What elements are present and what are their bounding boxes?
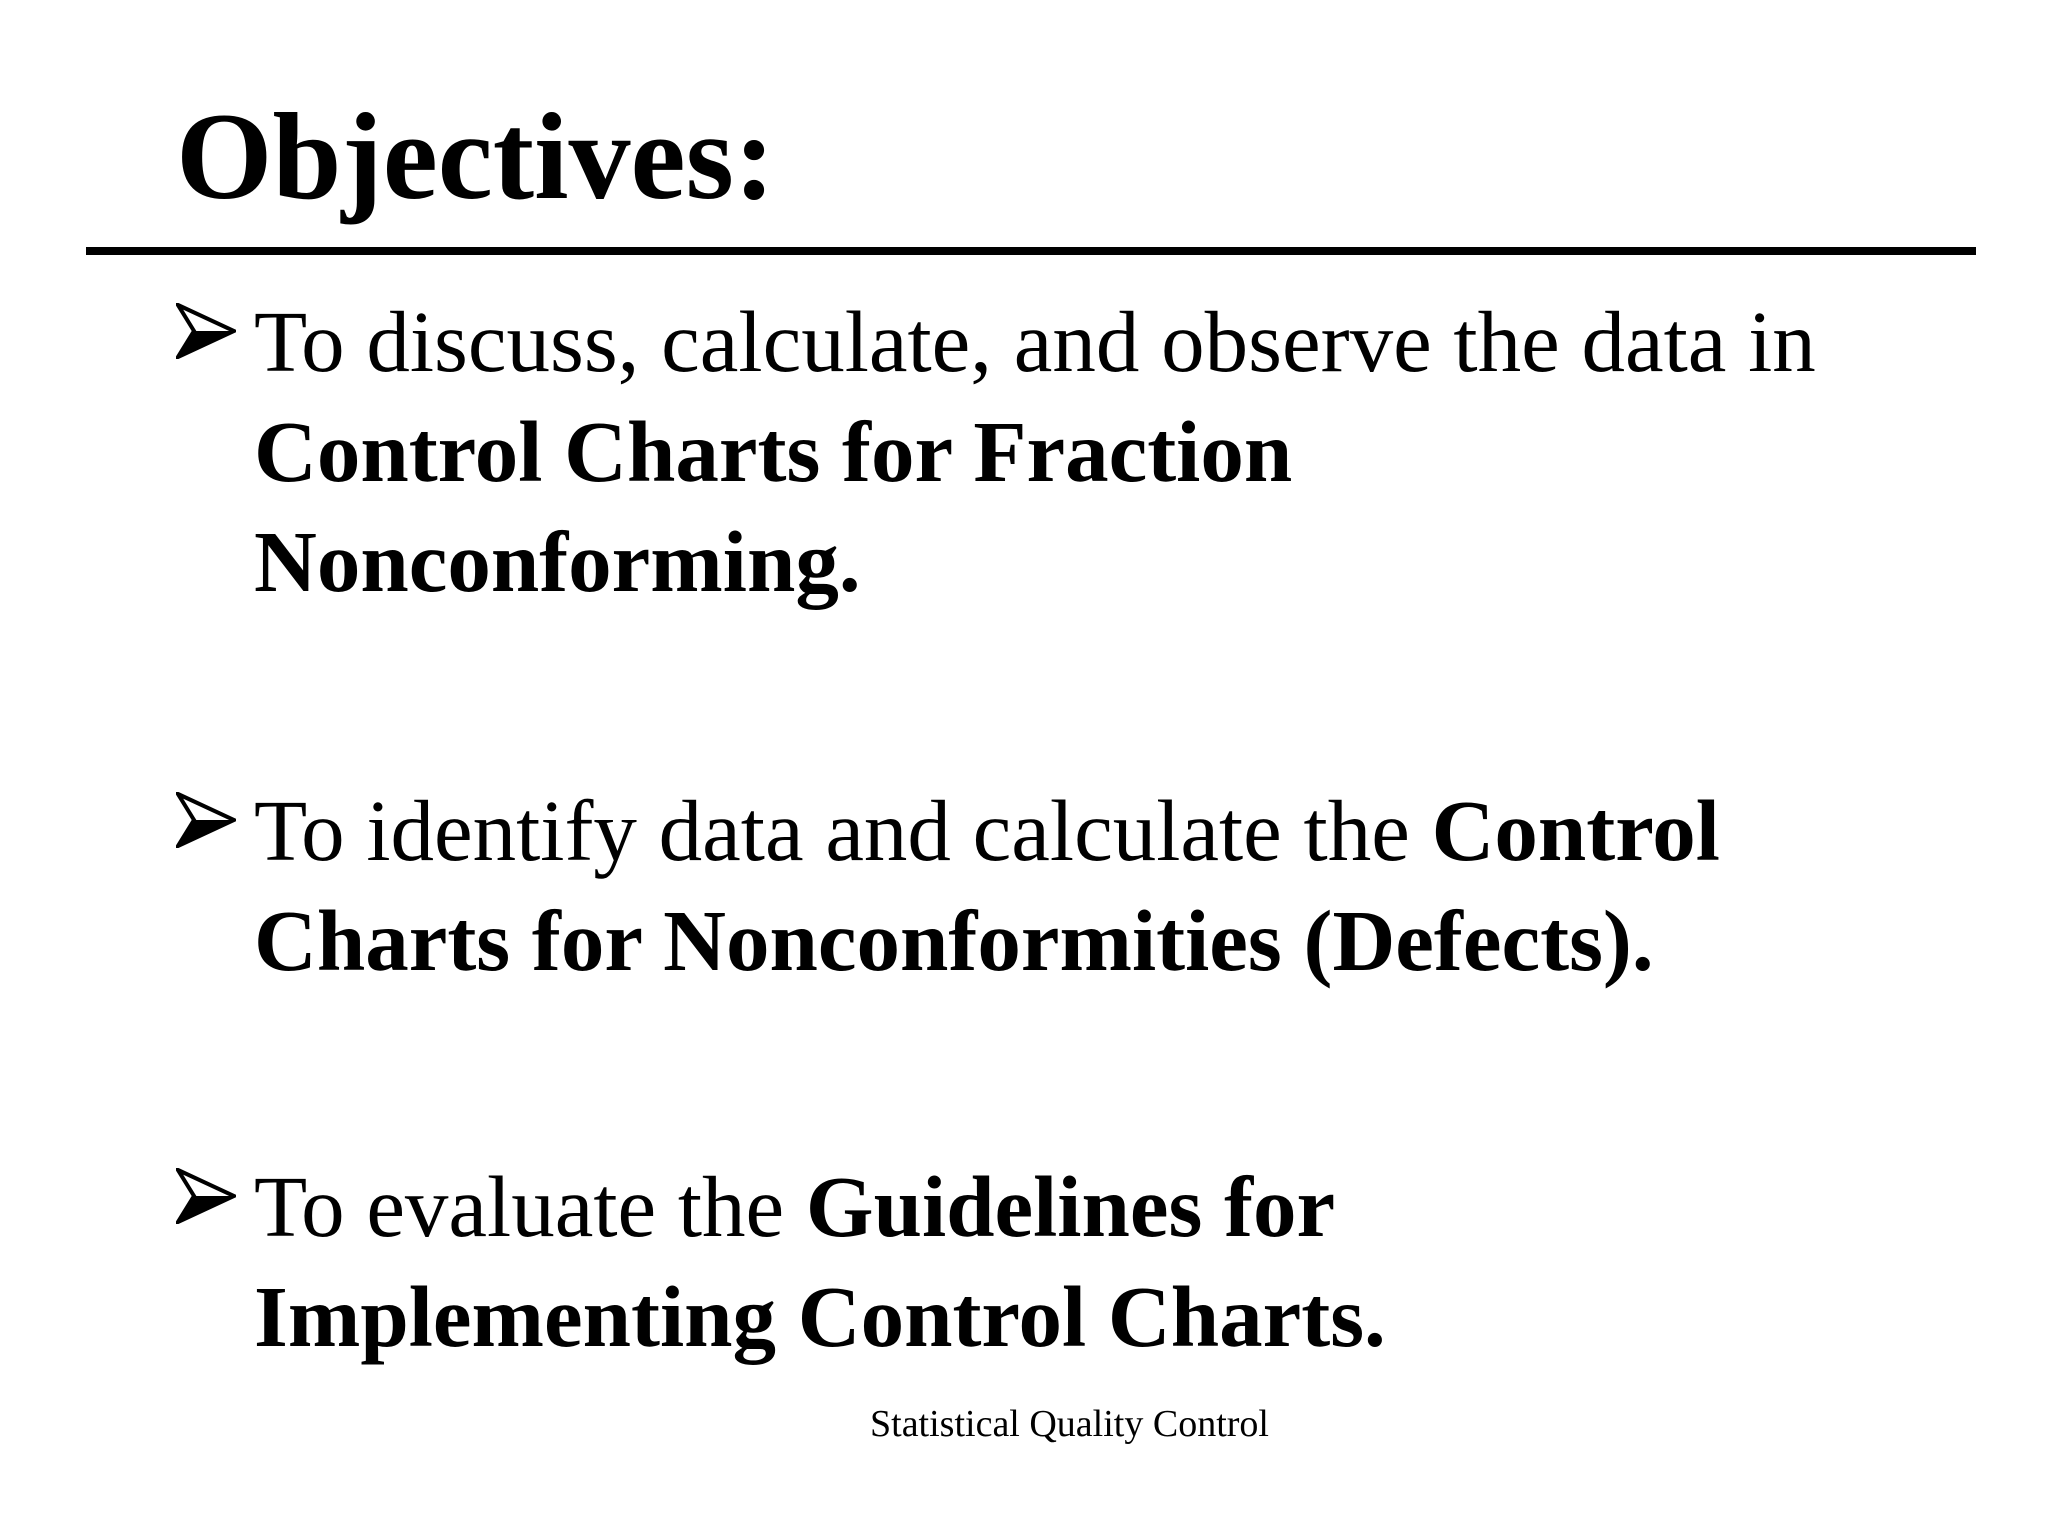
objective-bullet <box>176 287 1866 617</box>
objective-plain-text: To discuss, calculate, and observe the data in <box>254 293 1816 390</box>
objective-text <box>254 287 1866 617</box>
objective-bullet <box>176 776 1866 996</box>
objective-plain-text: To evaluate the <box>254 1158 806 1255</box>
arrowhead-bullet-icon <box>176 776 254 848</box>
title-divider <box>86 247 1976 255</box>
objective-plain-text: To identify data and calculate the <box>254 782 1432 879</box>
objective-text <box>254 1152 1866 1372</box>
objective-bullet <box>176 1152 1866 1372</box>
objective-text <box>254 776 1866 996</box>
arrowhead-bullet-icon <box>176 1152 254 1224</box>
arrowhead-bullet-icon <box>176 287 254 359</box>
objective-emphasis-text: Guidelines for Implementing Control Charts. <box>254 1158 1386 1365</box>
objective-emphasis-text: Control Charts for Fraction Nonconforming. <box>254 403 1293 610</box>
slide-footer: Statistical Quality Control <box>870 1403 1269 1445</box>
slide-title: Objectives: <box>176 88 776 225</box>
objective-emphasis-text: Control Charts for Nonconformities (Defects). <box>254 782 1720 989</box>
